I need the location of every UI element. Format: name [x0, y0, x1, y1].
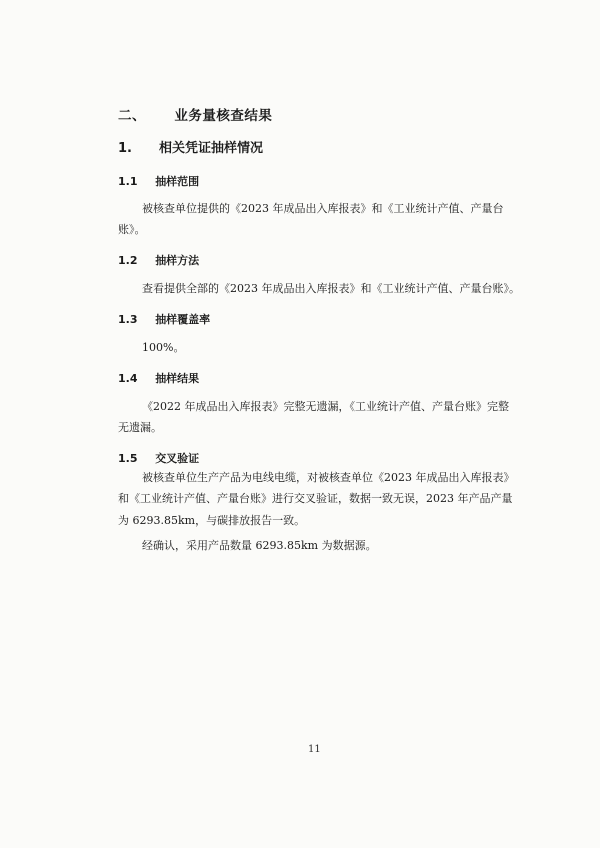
paragraph-line: 经确认，采用产品数量 6293.85km 为数据源。 — [142, 539, 377, 552]
item-title: 抽样范围 — [155, 175, 200, 188]
paragraph-line: 被核查单位提供的《2023 年成品出入库报表》和《工业统计产值、产量台 — [142, 202, 504, 215]
paragraph-line: 100%。 — [142, 341, 185, 354]
item-title: 抽样方法 — [155, 254, 200, 267]
subsection-number: 1. — [118, 141, 132, 156]
item-title: 抽样覆盖率 — [155, 313, 211, 326]
item-number: 1.5 — [118, 452, 138, 465]
paragraph-line: 《2022 年成品出入库报表》完整无遗漏，《工业统计产值、产量台账》完整 — [142, 400, 509, 413]
section-number: 二、 — [118, 108, 146, 124]
paragraph-line: 被核查单位生产产品为电线电缆，对被核查单位《2023 年成品出入库报表》 — [142, 471, 515, 484]
paragraph-line: 无遗漏。 — [118, 421, 162, 434]
item-heading-1-2 — [118, 252, 199, 268]
section-heading — [118, 104, 272, 124]
item-heading-1-3 — [118, 311, 210, 327]
item-heading-1-4 — [118, 370, 199, 386]
item-heading-1-1 — [118, 173, 199, 189]
paragraph-line: 为 6293.85km，与碳排放报告一致。 — [118, 514, 306, 527]
item-number: 1.4 — [118, 372, 138, 385]
paragraph-line: 查看提供全部的《2023 年成品出入库报表》和《工业统计产值、产量台账》。 — [142, 282, 520, 295]
paragraph-line: 账》。 — [118, 223, 146, 236]
item-number: 1.2 — [118, 254, 138, 267]
item-heading-1-5 — [118, 450, 199, 466]
item-number: 1.1 — [118, 175, 138, 188]
item-title: 抽样结果 — [155, 372, 200, 385]
item-title: 交叉验证 — [155, 452, 200, 465]
subsection-heading — [118, 137, 263, 156]
item-number: 1.3 — [118, 313, 138, 326]
subsection-title: 相关凭证抽样情况 — [159, 141, 264, 156]
page-number: 11 — [308, 744, 321, 755]
paragraph-line: 和《工业统计产值、产量台账》进行交叉验证，数据一致无误，2023 年产品产量 — [118, 492, 513, 505]
section-title: 业务量核查结果 — [174, 108, 273, 124]
